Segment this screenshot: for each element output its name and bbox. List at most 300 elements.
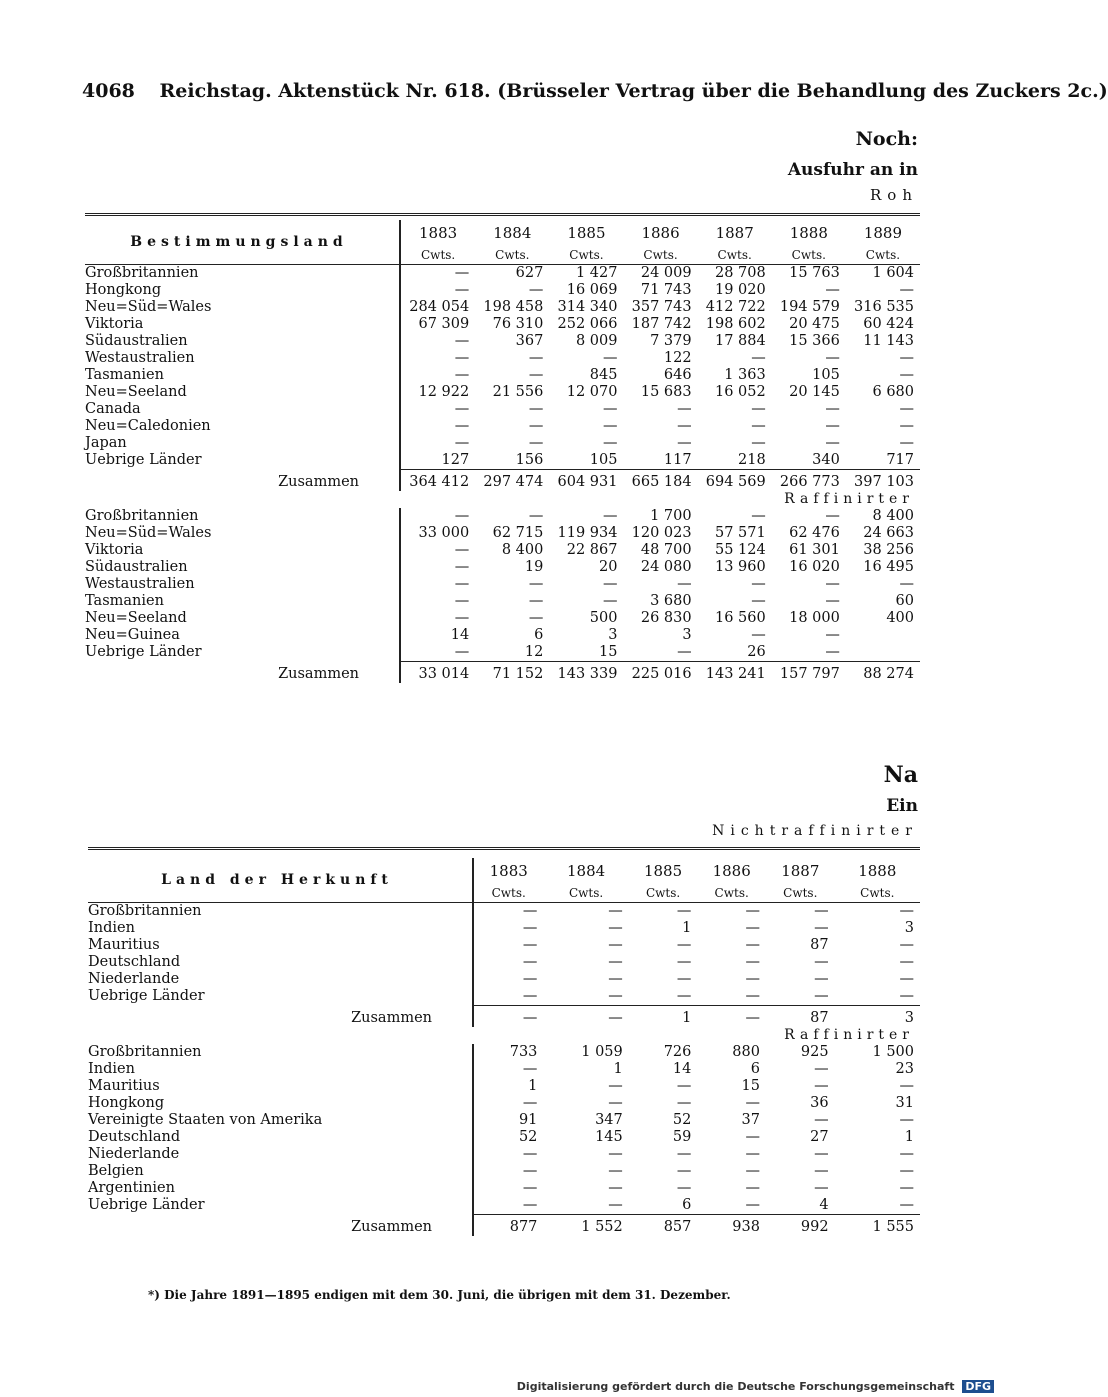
table-cell: — xyxy=(751,435,766,451)
table-cell: — xyxy=(528,508,544,524)
credit-text: Digitalisierung gefördert durch die Deutsche Forschungsgemeinschaft xyxy=(516,1380,955,1393)
table-cell: — xyxy=(676,903,692,919)
table-cell: 198 458 xyxy=(483,299,544,315)
table-cell: 7 379 xyxy=(650,333,692,349)
table-cell: 15 xyxy=(599,644,618,660)
year-header: 1885 xyxy=(567,223,606,242)
table-row xyxy=(85,367,920,384)
table-cell: 22 867 xyxy=(566,542,618,558)
table-cell: 252 066 xyxy=(557,316,618,332)
table-cell: 12 922 xyxy=(418,384,470,400)
table-cell: — xyxy=(454,282,470,298)
unit-header: Cwts. xyxy=(543,884,628,903)
table-cell: — xyxy=(454,401,470,417)
total-row xyxy=(88,1215,920,1237)
total-cell: 364 412 xyxy=(400,470,475,492)
table-row xyxy=(85,435,920,452)
unit-header: Cwts. xyxy=(697,884,766,903)
table-cell: — xyxy=(899,1146,914,1162)
table-cell: — xyxy=(899,903,914,919)
table-row xyxy=(85,333,920,350)
table-cell: 28 708 xyxy=(714,265,766,281)
table-cell: — xyxy=(454,593,470,609)
table-cell: — xyxy=(602,418,618,434)
unit-header: Cwts. xyxy=(475,246,549,265)
table-cell: 20 145 xyxy=(789,384,840,400)
row-label: Neu=Seeland xyxy=(85,384,400,401)
table-cell: 37 xyxy=(741,1112,760,1128)
table-row xyxy=(88,1112,920,1129)
table-cell: — xyxy=(814,1112,829,1128)
table-cell: 1 059 xyxy=(581,1044,623,1060)
section-roh: Roh xyxy=(870,186,918,204)
total-cell: 397 103 xyxy=(846,470,920,492)
table-cell: — xyxy=(814,1180,829,1196)
table-row xyxy=(85,593,920,610)
row-label: Mauritius xyxy=(88,937,473,954)
digitization-credit xyxy=(517,1380,994,1393)
total-cell: 877 xyxy=(473,1215,543,1237)
table-row xyxy=(85,265,920,283)
table-cell: 187 742 xyxy=(631,316,692,332)
table-row xyxy=(85,610,920,627)
table-cell: 61 301 xyxy=(789,542,840,558)
table-cell: — xyxy=(751,576,766,592)
table-cell: 48 700 xyxy=(640,542,692,558)
table-cell: 198 602 xyxy=(705,316,766,332)
table-row xyxy=(85,559,920,576)
row-label: Neu=Süd=Wales xyxy=(85,299,400,316)
table-cell: — xyxy=(454,542,470,558)
section-na: Na xyxy=(883,762,918,788)
table-cell: — xyxy=(745,1146,760,1162)
table-row xyxy=(85,418,920,435)
table-cell: — xyxy=(608,920,623,936)
refined-body xyxy=(85,508,920,683)
table-cell: — xyxy=(528,367,544,383)
table-cell: 76 310 xyxy=(492,316,544,332)
table-cell: — xyxy=(676,1163,692,1179)
section-noch: Noch: xyxy=(855,128,918,150)
table-cell: 845 xyxy=(589,367,618,383)
table-cell: 27 xyxy=(810,1129,829,1145)
row-label: Japan xyxy=(85,435,400,452)
table-cell: — xyxy=(677,401,692,417)
table-cell: — xyxy=(602,435,618,451)
row-label: Argentinien xyxy=(88,1180,473,1197)
unit-header: Cwts. xyxy=(549,246,623,265)
table-cell xyxy=(846,627,920,644)
table-cell: — xyxy=(602,576,618,592)
table-cell: 127 xyxy=(441,452,470,468)
table-cell: 67 309 xyxy=(418,316,470,332)
row-label: Deutschland xyxy=(88,1129,473,1146)
table-cell: — xyxy=(608,1163,623,1179)
table-cell: — xyxy=(454,350,470,366)
table-row xyxy=(88,1180,920,1197)
row-label: Indien xyxy=(88,920,473,937)
table-row xyxy=(85,525,920,542)
table-cell: — xyxy=(814,954,829,970)
table-cell: — xyxy=(825,418,840,434)
table-cell: 16 495 xyxy=(863,559,914,575)
table-cell: 57 571 xyxy=(714,525,766,541)
table-row xyxy=(85,316,920,333)
total-cell: — xyxy=(543,1006,628,1028)
table-cell: — xyxy=(522,920,538,936)
table-cell: — xyxy=(454,576,470,592)
table-row xyxy=(85,282,920,299)
total-cell: 33 014 xyxy=(400,662,475,684)
table1-top-rule xyxy=(85,213,920,216)
section-ein: Ein xyxy=(886,796,918,816)
total-cell: 297 474 xyxy=(475,470,549,492)
export-table xyxy=(85,220,920,683)
table-cell: 14 xyxy=(450,627,470,643)
table-cell: — xyxy=(899,971,914,987)
row-label: Belgien xyxy=(88,1163,473,1180)
table-cell: 12 xyxy=(524,644,544,660)
unit-header: Cwts. xyxy=(846,246,920,265)
year-header: 1887 xyxy=(781,861,820,880)
total-cell: 665 184 xyxy=(623,470,697,492)
table-cell: 627 xyxy=(515,265,544,281)
table-cell: 6 xyxy=(750,1061,760,1077)
table-cell: 717 xyxy=(886,452,914,468)
table-cell: 145 xyxy=(595,1129,623,1145)
table-cell: — xyxy=(825,593,840,609)
page-number: 4068 xyxy=(82,80,135,102)
table-cell: 16 020 xyxy=(789,559,840,575)
table-cell: 20 475 xyxy=(789,316,840,332)
page-title: Reichstag. Aktenstück Nr. 618. (Brüsseler Vertrag über die Behandlung des Zuckers 2c.) xyxy=(159,80,1108,102)
table-cell: — xyxy=(814,920,829,936)
table-cell: — xyxy=(608,903,623,919)
year-header: 1888 xyxy=(858,861,897,880)
table-cell: — xyxy=(522,937,538,953)
table-cell: — xyxy=(454,610,470,626)
table-row xyxy=(88,1163,920,1180)
row-label: Großbritannien xyxy=(85,265,400,283)
table-cell: — xyxy=(899,1078,914,1094)
section-ausfuhr: Ausfuhr an in xyxy=(787,160,918,180)
total-cell: 266 773 xyxy=(772,470,846,492)
table2-top-rule xyxy=(88,847,920,850)
table-cell: — xyxy=(676,971,692,987)
unit-header: Cwts. xyxy=(698,246,772,265)
table-cell: — xyxy=(825,401,840,417)
section-nichtraffinirter: Nichtraffinirter xyxy=(712,823,918,839)
row-label: Mauritius xyxy=(88,1078,473,1095)
table-cell: — xyxy=(528,435,544,451)
table-cell: 15 763 xyxy=(789,265,840,281)
table-cell: 52 xyxy=(672,1112,692,1128)
table-cell: — xyxy=(814,1061,829,1077)
table-cell: — xyxy=(745,920,760,936)
row-label: Viktoria xyxy=(85,316,400,333)
table-cell: — xyxy=(814,1146,829,1162)
total-label: Zusammen xyxy=(85,470,400,492)
row-label: Neu=Caledonien xyxy=(85,418,400,435)
table-cell: 500 xyxy=(589,610,618,626)
row-label: Canada xyxy=(85,401,400,418)
total-cell: — xyxy=(473,1006,543,1028)
table-cell: 33 000 xyxy=(418,525,470,541)
total-cell: 604 931 xyxy=(549,470,623,492)
table-cell: 726 xyxy=(663,1044,692,1060)
table-row xyxy=(85,542,920,559)
row-label: Deutschland xyxy=(88,954,473,971)
table-cell: 1 xyxy=(682,920,692,936)
row-label: Indien xyxy=(88,1061,473,1078)
table-cell: 16 560 xyxy=(714,610,766,626)
unit-header: Cwts. xyxy=(772,246,846,265)
table-cell: — xyxy=(454,367,470,383)
table-cell: — xyxy=(676,937,692,953)
table-cell: — xyxy=(825,644,840,660)
unit-header: Cwts. xyxy=(623,246,697,265)
table-cell: 24 009 xyxy=(640,265,692,281)
table-cell: — xyxy=(522,988,538,1004)
table-cell: 15 683 xyxy=(640,384,692,400)
table-row xyxy=(85,299,920,316)
table-cell: — xyxy=(825,282,840,298)
row-label: Niederlande xyxy=(88,1146,473,1163)
table-cell: — xyxy=(522,1163,538,1179)
table-row xyxy=(85,644,920,662)
year-header: 1888 xyxy=(789,223,828,242)
table-cell: — xyxy=(522,1061,538,1077)
table-cell: — xyxy=(814,988,829,1004)
table-cell: — xyxy=(454,435,470,451)
table-cell: 8 009 xyxy=(575,333,618,349)
table-cell: 880 xyxy=(732,1044,760,1060)
table-cell: 412 722 xyxy=(705,299,766,315)
table-cell: 1 xyxy=(613,1061,623,1077)
table-cell: — xyxy=(454,265,470,281)
table-cell: — xyxy=(745,971,760,987)
row-label: Hongkong xyxy=(85,282,400,299)
row-label: Hongkong xyxy=(88,1095,473,1112)
table-cell: 11 143 xyxy=(863,333,914,349)
table-cell: 1 604 xyxy=(872,265,914,281)
table-cell: — xyxy=(454,508,470,524)
table-cell: 59 xyxy=(672,1129,692,1145)
table-cell: 3 xyxy=(608,627,618,643)
table-cell: 8 400 xyxy=(872,508,914,524)
row-label: Südaustralien xyxy=(85,559,400,576)
table-cell: 105 xyxy=(589,452,618,468)
table-cell: — xyxy=(608,1095,623,1111)
table-cell: 91 xyxy=(518,1112,538,1128)
table-row xyxy=(88,1061,920,1078)
table-cell: 26 xyxy=(747,644,766,660)
unit-header: Cwts. xyxy=(629,884,698,903)
table-cell: — xyxy=(608,1146,623,1162)
table-row xyxy=(85,452,920,470)
table-row xyxy=(88,1095,920,1112)
table-cell: — xyxy=(751,593,766,609)
table-row xyxy=(85,627,920,644)
total-cell: 225 016 xyxy=(623,662,697,684)
year-header: 1884 xyxy=(566,861,606,880)
table-cell: 117 xyxy=(663,452,692,468)
table-cell: — xyxy=(899,1163,914,1179)
table-row xyxy=(85,384,920,401)
table-cell: 3 xyxy=(904,920,914,936)
table-row xyxy=(88,1078,920,1095)
row-label: Großbritannien xyxy=(88,903,473,921)
year-header: 1884 xyxy=(493,223,532,242)
table-cell: 71 743 xyxy=(640,282,692,298)
table-cell: — xyxy=(676,988,692,1004)
table-cell xyxy=(846,644,920,662)
table-cell: — xyxy=(825,576,840,592)
table-cell: — xyxy=(899,418,914,434)
table-cell: 23 xyxy=(895,1061,914,1077)
table-cell: — xyxy=(751,508,766,524)
table-cell: 357 743 xyxy=(631,299,692,315)
table-cell: — xyxy=(814,971,829,987)
table-cell: 87 xyxy=(810,937,829,953)
table-cell: — xyxy=(454,644,470,660)
table-cell: — xyxy=(677,418,692,434)
table-row xyxy=(85,576,920,593)
table-row xyxy=(88,954,920,971)
table-row xyxy=(88,1129,920,1146)
table-cell: 1 427 xyxy=(575,265,618,281)
table-cell: 1 xyxy=(904,1129,914,1145)
year-header: 1886 xyxy=(641,223,680,242)
table-cell: — xyxy=(522,954,538,970)
table-cell: — xyxy=(608,1078,623,1094)
table-cell: — xyxy=(899,1112,914,1128)
table-cell: — xyxy=(899,435,914,451)
year-header: 1883 xyxy=(489,861,528,880)
refined-body xyxy=(88,1044,920,1236)
table-cell: — xyxy=(745,1163,760,1179)
total-label: Zusammen xyxy=(88,1006,473,1028)
table-cell: 26 830 xyxy=(640,610,692,626)
table-cell: — xyxy=(608,937,623,953)
table-cell: — xyxy=(528,610,544,626)
table-cell: — xyxy=(899,954,914,970)
table-cell: — xyxy=(602,508,618,524)
table-cell: 1 700 xyxy=(650,508,692,524)
table-cell: 38 256 xyxy=(863,542,914,558)
table-cell: — xyxy=(608,1180,623,1196)
table-cell: 12 070 xyxy=(566,384,618,400)
total-cell: 1 xyxy=(629,1006,698,1028)
total-cell: 992 xyxy=(766,1215,835,1237)
import-table xyxy=(88,858,920,1236)
unit-header: Cwts. xyxy=(473,884,543,903)
table-cell: 105 xyxy=(812,367,840,383)
table-cell: — xyxy=(899,282,914,298)
table-cell: — xyxy=(608,971,623,987)
unit-header: Cwts. xyxy=(835,884,920,903)
table-cell: — xyxy=(745,1095,760,1111)
table-cell: 52 xyxy=(518,1129,538,1145)
table-cell: 194 579 xyxy=(779,299,840,315)
table-cell: — xyxy=(602,350,618,366)
table-cell: 21 556 xyxy=(492,384,544,400)
total-label: Zusammen xyxy=(85,662,400,684)
year-header: 1887 xyxy=(715,223,754,242)
table-cell: 733 xyxy=(509,1044,538,1060)
year-header: 1886 xyxy=(712,861,751,880)
table-cell: — xyxy=(528,350,544,366)
total-cell: 1 552 xyxy=(543,1215,628,1237)
table-cell: 3 xyxy=(682,627,692,643)
table-cell: — xyxy=(745,1129,760,1145)
total-label: Zusammen xyxy=(88,1215,473,1237)
total-cell: 143 339 xyxy=(549,662,623,684)
table-cell: 400 xyxy=(886,610,914,626)
table-cell: — xyxy=(899,367,914,383)
table-cell: 24 080 xyxy=(640,559,692,575)
table-cell: 3 680 xyxy=(650,593,692,609)
table-cell: — xyxy=(522,971,538,987)
total-cell: 87 xyxy=(766,1006,835,1028)
year-header: 1885 xyxy=(643,861,683,880)
table-cell: — xyxy=(751,418,766,434)
table-cell: — xyxy=(751,401,766,417)
table-row xyxy=(88,1197,920,1215)
table-cell: 13 960 xyxy=(714,559,766,575)
table-cell: — xyxy=(522,1180,538,1196)
total-cell: 71 152 xyxy=(475,662,549,684)
table-cell: 18 000 xyxy=(789,610,840,626)
total-cell: 3 xyxy=(835,1006,920,1028)
row-label: Westaustralien xyxy=(85,350,400,367)
table-cell: 925 xyxy=(800,1044,829,1060)
table-cell: 122 xyxy=(663,350,692,366)
table-cell: — xyxy=(522,903,538,919)
table-row xyxy=(88,1146,920,1163)
table-cell: — xyxy=(814,903,829,919)
table-cell: 62 715 xyxy=(492,525,544,541)
table-cell: — xyxy=(899,401,914,417)
table-cell: — xyxy=(899,350,914,366)
table-cell: — xyxy=(528,418,544,434)
table-row xyxy=(88,971,920,988)
table-cell: — xyxy=(522,1095,538,1111)
table-cell: — xyxy=(825,435,840,451)
table-cell: — xyxy=(825,627,840,643)
table-cell: 15 366 xyxy=(789,333,840,349)
table-cell: 316 535 xyxy=(854,299,914,315)
table-cell: — xyxy=(745,988,760,1004)
table-cell: 60 xyxy=(895,593,914,609)
table-cell: — xyxy=(602,593,618,609)
total-row xyxy=(85,470,920,492)
unit-header: Cwts. xyxy=(400,246,475,265)
table-cell: — xyxy=(745,1180,760,1196)
total-cell: 938 xyxy=(697,1215,766,1237)
table-cell: — xyxy=(677,435,692,451)
column-head-destination: Bestimmungsland xyxy=(85,220,400,265)
row-label: Uebrige Länder xyxy=(85,452,400,470)
table-cell: 218 xyxy=(738,452,766,468)
table-cell: 367 xyxy=(515,333,544,349)
row-label: Uebrige Länder xyxy=(85,644,400,662)
table-cell: 17 884 xyxy=(714,333,766,349)
row-label: Neu=Guinea xyxy=(85,627,400,644)
total-cell: 157 797 xyxy=(772,662,846,684)
table-row xyxy=(88,903,920,921)
year-header: 1889 xyxy=(863,223,903,242)
